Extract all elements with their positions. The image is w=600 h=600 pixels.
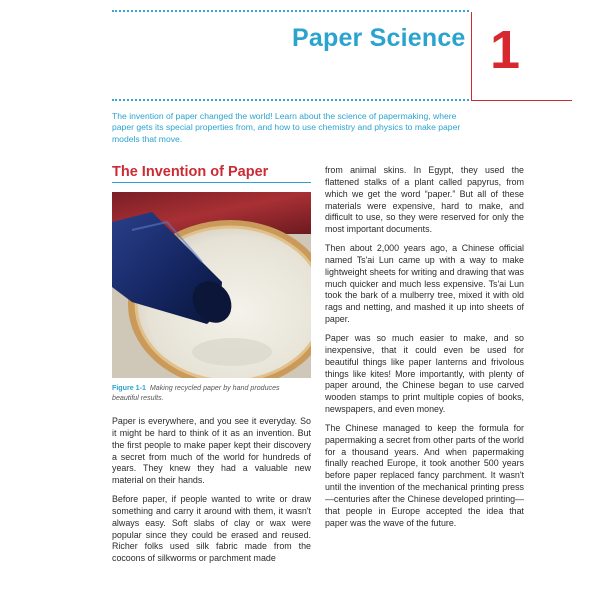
figure-caption-text: Making recycled paper by hand produces beautiful results.: [112, 384, 280, 402]
section-title: The Invention of Paper: [112, 164, 269, 180]
body-paragraph: Then about 2,000 years ago, a Chinese official named Ts'ai Lun came up with a way to make lightweight sheets for writing and drawing that was much quicker and much less expensive. Ts'ai Lun took the bark of a mulberry tree, mixed it with old rags and netting, and mashed it up into sheets of paper.: [325, 243, 524, 325]
chapter-number-box: [471, 12, 572, 101]
papermaking-photo-illustration: [112, 192, 311, 378]
figure-label: Figure 1-1: [112, 384, 146, 392]
section-title-rule: [112, 182, 311, 183]
body-paragraph: Paper was so much easier to make, and so inexpensive, that it could even be used for beautiful things like paper lanterns and frivolous things like kites! More importantly, with plenty of paper around, the Chinese began to use carved wooden stamps to print multiple copies of books, newspapers, and even money.: [325, 332, 524, 415]
body-paragraph: from animal skins. In Egypt, they used the flattened stalks of a plant called papyrus, from which we get the word “paper.” But all of these materials were expensive, hard to make, and difficult to use, so they were reserved for only the most important documents.: [325, 165, 524, 235]
header-dotted-rule-top: [112, 10, 469, 12]
body-paragraph: The Chinese managed to keep the formula for papermaking a secret from other parts of the world for a thousand years. And when papermaking finally reached Europe, it took another 500 years before paper replaced fancy parchment. It wasn't until the invention of the mechanical printing press—centuries after the Chinese developed printing—that people in Europe accepted the idea that paper was the wave of the future.: [325, 422, 524, 528]
figure-caption: [112, 383, 302, 403]
header-dotted-rule-bottom: [112, 99, 469, 101]
figure-papermaking-photo: [112, 192, 311, 378]
chapter-title: Paper Science: [292, 24, 466, 52]
left-column-body: [112, 416, 311, 572]
chapter-intro: The invention of paper changed the world! Learn about the science of papermaking, where paper gets its special properties from, and how to use chemistry and physics to make paper models that move.: [112, 111, 461, 144]
body-paragraph: Before paper, if people wanted to write or draw something and carry it around with them, it wasn't always easy. Soft slabs of clay or wax were popular since they could be erased and reused. Richer folks used silk fabric made from the cocoons of silkworms or parchment made: [112, 494, 311, 564]
chapter-number: 1: [490, 20, 521, 80]
right-column-body: [325, 165, 524, 536]
body-paragraph: Paper is everywhere, and you see it everyday. So it might be hard to think of it as an invention. But the first people to make paper kept their discovery a secret from much of the world for hundreds of years. They knew they had a valuable new material on their hands.: [112, 416, 311, 486]
